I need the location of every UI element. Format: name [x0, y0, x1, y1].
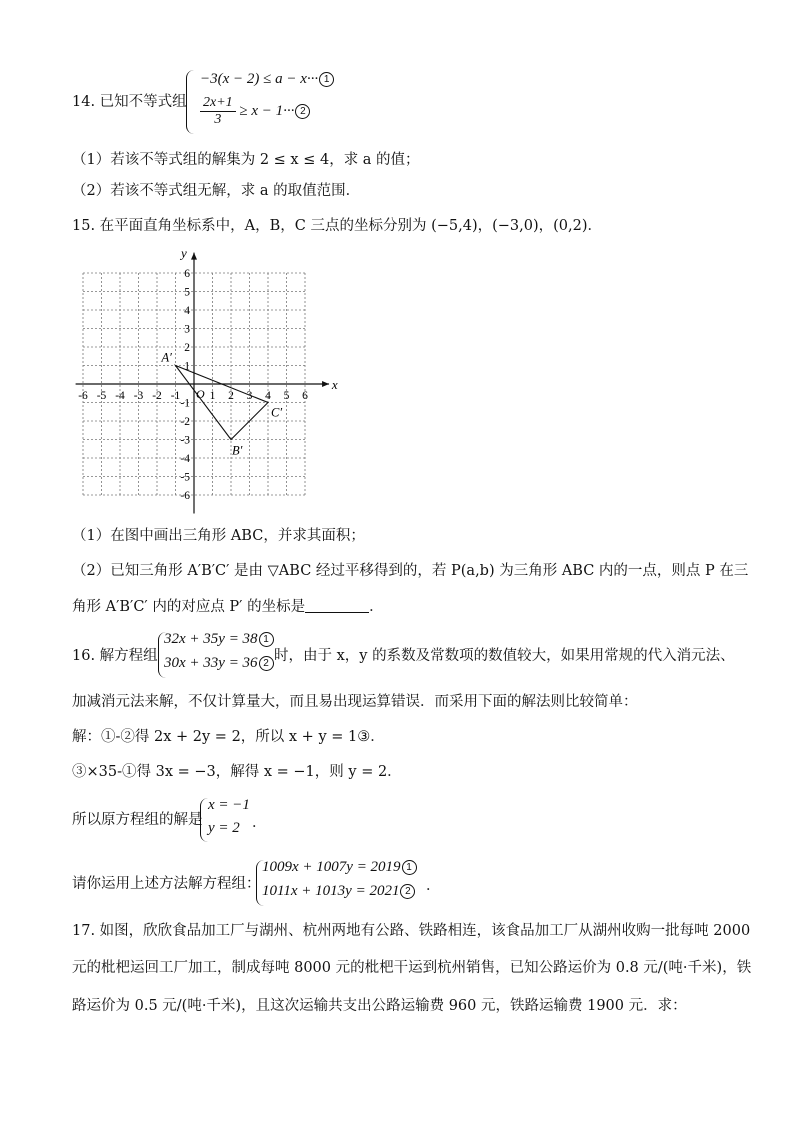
vertex-label: B′ — [232, 443, 243, 458]
x-tick-label: 4 — [265, 390, 271, 402]
q14-frac-den: 3 — [214, 112, 222, 127]
q14-eq2: $\frac{2x+1}{3}$ ≥ x − 1··· 2 — [200, 95, 310, 128]
q16-task-eq2: 1011x + 1013y = 2021 2 — [262, 883, 415, 900]
y-tick-label: -3 — [180, 434, 190, 447]
x-tick-label: 1 — [209, 390, 216, 402]
q16-sol-x: x = −1 — [208, 797, 250, 813]
q15-part2-a: （2）已知三角形 A′B′C′ 是由 ▽ABC 经过平移得到的，若 P(a,b) 为三角形 ABC 内的一点，则点 P 在三 — [72, 563, 749, 579]
x-tick-label: 2 — [228, 390, 234, 402]
q16-stem-rest: 时，由于 x，y 的系数及常数项的数值较大，如果用常规的代入消元法、 — [274, 648, 735, 664]
q16-sol3-label: 所以原方程组的解是 — [72, 812, 203, 828]
q16-task-eq1: 1009x + 1007y = 2019 1 — [262, 859, 417, 876]
q14-eq1: −3(x − 2) ≤ a − x··· 1 — [200, 71, 334, 88]
q17-line3: 路运价为 0.5 元/(吨·千米)，且这次运输共支出公路运输费 960 元，铁路运输费 1900 元．求： — [72, 998, 687, 1014]
circle-mark-2: 2 — [295, 104, 310, 119]
x-tick-label: -3 — [133, 390, 144, 402]
y-tick-label: -4 — [180, 453, 190, 465]
origin-label: O — [196, 387, 205, 401]
q14-part2: （2）若该不等式组无解，求 a 的取值范围． — [72, 183, 361, 199]
q16-eq2: 30x + 33y = 36 2 — [164, 655, 274, 672]
q14-part1: （1）若该不等式组的解集为 2 ≤ x ≤ 4，求 a 的值； — [72, 152, 420, 168]
y-axis-arrow — [191, 253, 197, 260]
q16-label: 16. 解方程组 — [72, 648, 158, 664]
q16-sol1: 解：①-②得 2x + 2y = 2，所以 x + y = 1③． — [72, 729, 385, 745]
x-tick-label: -2 — [152, 390, 162, 402]
circle-mark-2: 2 — [259, 656, 274, 671]
q17-line1: 17. 如图，欣欣食品加工厂与湖州、杭州两地有公路、铁路相连，该食品加工厂从湖州收购一批每吨 2000 — [72, 923, 751, 939]
q14-system — [182, 68, 342, 136]
x-axis-arrow — [322, 381, 329, 387]
q16-task-label: 请你运用上述方法解方程组： — [72, 876, 261, 892]
q15-stem: 15. 在平面直角坐标系中，A，B，C 三点的坐标分别为 (−5,4)，(−3,0)，(0,2)． — [72, 218, 603, 234]
y-tick-label: 5 — [184, 286, 190, 299]
x-tick-label: -6 — [78, 390, 88, 402]
y-tick-label: 2 — [184, 342, 190, 354]
y-tick-label: 4 — [184, 305, 190, 317]
y-axis-label: y — [181, 245, 187, 261]
y-tick-label: -5 — [180, 471, 190, 484]
y-tick-label: -6 — [180, 490, 190, 502]
x-tick-label: -5 — [96, 390, 107, 402]
q14-label: 14. 已知不等式组 — [72, 94, 187, 110]
circle-mark-2: 2 — [400, 884, 415, 899]
circle-mark-1: 1 — [402, 860, 417, 875]
x-tick-label: 5 — [283, 390, 290, 402]
y-tick-label: -2 — [180, 416, 190, 428]
circle-mark-1: 1 — [319, 72, 334, 87]
x-axis-label: x — [331, 377, 338, 392]
circle-mark-1: 1 — [259, 632, 274, 647]
q17-line2: 元的枇杷运回工厂加工，制成每吨 8000 元的枇杷干运到杭州销售，已知公路运价为 0.8 元/(吨·千米)，铁 — [72, 960, 752, 976]
q14-brace — [186, 70, 195, 134]
vertex-label: A′ — [161, 350, 172, 365]
q16-task-system — [254, 858, 434, 908]
y-tick-label: -1 — [180, 397, 190, 410]
x-tick-label: 3 — [246, 390, 253, 402]
y-tick-label: 6 — [184, 268, 190, 280]
x-tick-label: -4 — [115, 390, 125, 402]
q16-sol3-end: ． — [252, 815, 267, 831]
x-tick-label: 6 — [302, 390, 308, 402]
q15-part1: （1）在图中画出三角形 ABC，并求其面积； — [72, 528, 365, 544]
q16-eq1: 32x + 35y = 38 1 — [164, 631, 274, 648]
q15-part2-b: 角形 A′B′C′ 内的对应点 P′ 的坐标是 ． — [72, 599, 384, 615]
y-tick-label: 3 — [184, 323, 190, 336]
q16-sol2: ③×35-①得 3x = −3，解得 x = −1，则 y = 2． — [72, 764, 402, 780]
q16-task-end: ． — [426, 878, 441, 894]
q16-sol-y: y = 2 — [208, 820, 240, 836]
vertex-label: C′ — [271, 405, 283, 420]
y-tick-label: 1 — [184, 360, 190, 373]
q16-line2: 加减消元法来解，不仅计算量大，而且易出现运算错误．而采用下面的解法则比较简单： — [72, 694, 638, 710]
coordinate-grid — [72, 245, 338, 520]
q14-frac-num: 2x+1 — [200, 95, 236, 112]
answer-blank — [305, 598, 369, 613]
x-tick-label: -1 — [170, 390, 181, 402]
